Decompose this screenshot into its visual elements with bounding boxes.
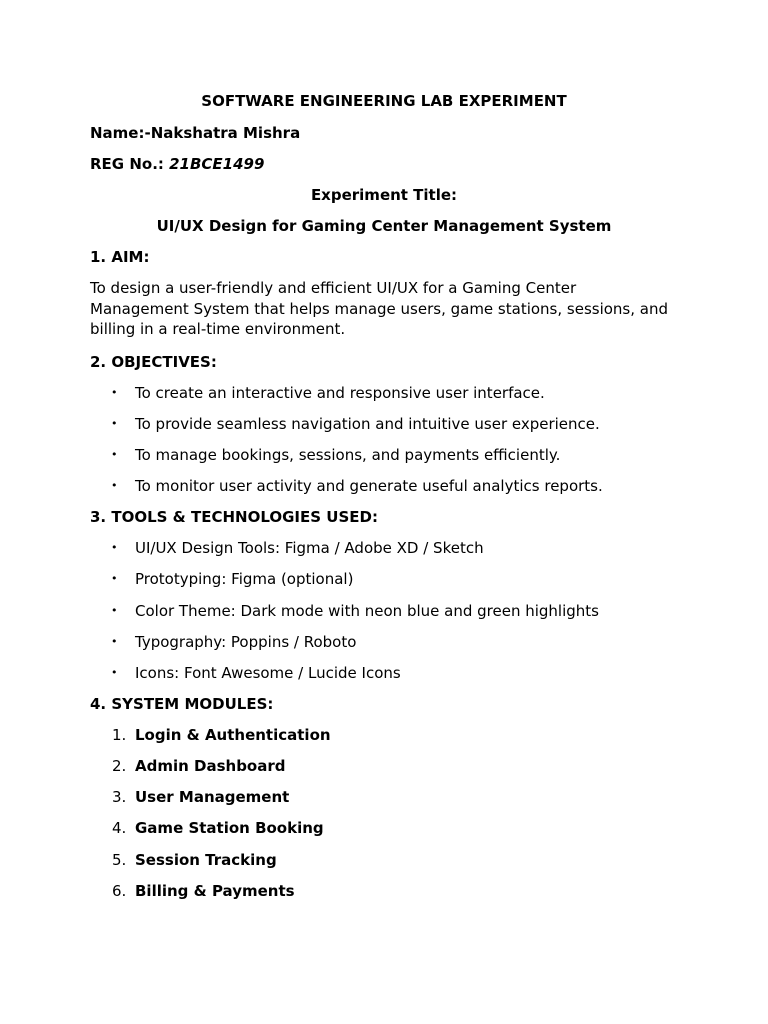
bullet-marker: • bbox=[111, 417, 118, 430]
module-name: User Management bbox=[135, 788, 290, 806]
tools-heading: 3. TOOLS & TECHNOLOGIES USED: bbox=[90, 508, 378, 526]
aim-heading: 1. AIM: bbox=[90, 248, 150, 266]
aim-line: billing in a real-time environment. bbox=[90, 320, 346, 338]
objective-text: To monitor user activity and generate useful analytics reports. bbox=[135, 477, 603, 495]
list-number: 3. bbox=[112, 788, 127, 806]
module-name: Game Station Booking bbox=[135, 819, 324, 837]
objectives-heading: 2. OBJECTIVES: bbox=[90, 353, 217, 371]
list-number: 5. bbox=[112, 851, 127, 869]
aim-line: Management System that helps manage users, game stations, sessions, and bbox=[90, 299, 668, 318]
list-number: 6. bbox=[112, 882, 127, 900]
tool-text: UI/UX Design Tools: Figma / Adobe XD / Sketch bbox=[135, 539, 484, 557]
aim-paragraph bbox=[90, 278, 690, 340]
experiment-title: UI/UX Design for Gaming Center Management System bbox=[156, 217, 612, 235]
bullet-marker: • bbox=[111, 448, 118, 461]
bullet-marker: • bbox=[111, 635, 118, 648]
list-number: 4. bbox=[112, 819, 127, 837]
reg-value: 21BCE1499 bbox=[169, 155, 265, 173]
objective-text: To provide seamless navigation and intuitive user experience. bbox=[135, 415, 600, 433]
tool-text: Typography: Poppins / Roboto bbox=[135, 633, 357, 651]
list-number: 1. bbox=[112, 726, 127, 744]
reg-label: REG No.: bbox=[90, 155, 170, 173]
bullet-marker: • bbox=[111, 386, 118, 399]
module-name: Admin Dashboard bbox=[135, 757, 286, 775]
module-name: Billing & Payments bbox=[135, 882, 295, 900]
modules-heading: 4. SYSTEM MODULES: bbox=[90, 695, 274, 713]
bullet-marker: • bbox=[111, 572, 118, 585]
experiment-title-label: Experiment Title: bbox=[310, 186, 458, 204]
tool-text: Icons: Font Awesome / Lucide Icons bbox=[135, 664, 401, 682]
bullet-marker: • bbox=[111, 541, 118, 554]
tool-text: Prototyping: Figma (optional) bbox=[135, 570, 354, 588]
tool-text: Color Theme: Dark mode with neon blue and green highlights bbox=[135, 602, 599, 620]
document-title: SOFTWARE ENGINEERING LAB EXPERIMENT bbox=[201, 92, 567, 110]
bullet-marker: • bbox=[111, 479, 118, 492]
objective-text: To manage bookings, sessions, and payments efficiently. bbox=[135, 446, 561, 464]
registration-number bbox=[90, 154, 264, 174]
bullet-marker: • bbox=[111, 666, 118, 679]
module-name: Session Tracking bbox=[135, 851, 277, 869]
aim-line: To design a user-friendly and efficient UI/UX for a Gaming Center bbox=[90, 279, 577, 297]
student-name: Name:-Nakshatra Mishra bbox=[90, 124, 301, 142]
list-number: 2. bbox=[112, 757, 127, 775]
bullet-marker: • bbox=[111, 604, 118, 617]
objective-text: To create an interactive and responsive user interface. bbox=[135, 384, 545, 402]
module-name: Login & Authentication bbox=[135, 726, 331, 744]
